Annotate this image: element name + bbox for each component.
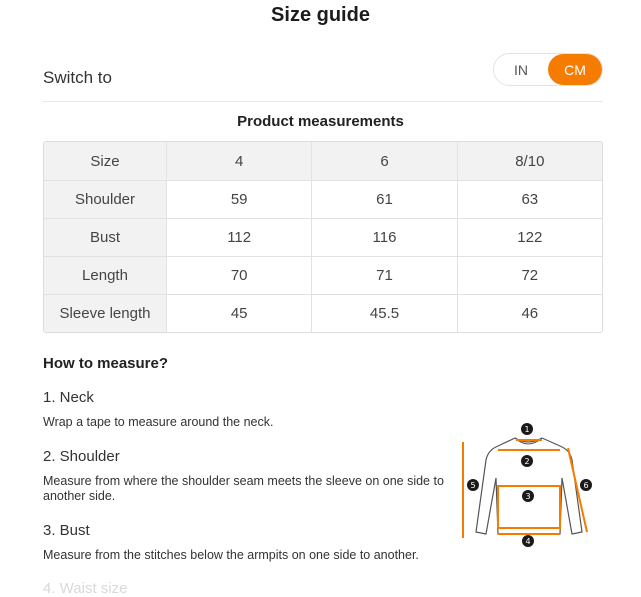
unit-option-cm[interactable]: CM <box>548 54 602 85</box>
step-desc-shoulder: Measure from where the shoulder seam meets the sleeve on one side to another side. <box>43 474 444 503</box>
table-cell: 45.5 <box>311 295 456 332</box>
table-cell: 70 <box>166 257 311 294</box>
svg-text:5: 5 <box>470 481 476 490</box>
table-cell: 122 <box>457 219 602 256</box>
step-desc-neck: Wrap a tape to measure around the neck. <box>43 415 274 429</box>
row-label: Sleeve length <box>44 295 166 332</box>
row-label: Shoulder <box>44 181 166 218</box>
table-header-row <box>44 142 602 180</box>
table-row <box>44 256 602 294</box>
divider <box>43 101 603 102</box>
table-cell: 45 <box>166 295 311 332</box>
step-title-neck: 1. Neck <box>43 389 94 406</box>
marker-6 <box>580 479 592 491</box>
row-label: Length <box>44 257 166 294</box>
marker-2 <box>521 455 533 467</box>
unit-toggle[interactable] <box>493 53 603 86</box>
marker-3 <box>522 490 534 502</box>
table-cell: 59 <box>166 181 311 218</box>
row-label: Bust <box>44 219 166 256</box>
marker-4 <box>522 535 534 547</box>
table-cell: 112 <box>166 219 311 256</box>
step-desc-bust: Measure from the stitches below the armpits on one side to another. <box>43 548 419 562</box>
table-cell: 116 <box>311 219 456 256</box>
page-title: Size guide <box>271 4 370 26</box>
header-cell: Size <box>44 142 166 180</box>
svg-text:3: 3 <box>525 492 531 501</box>
step-title-shoulder: 2. Shoulder <box>43 448 120 465</box>
step-title-waist: 4. Waist size <box>43 580 128 597</box>
table-row <box>44 180 602 218</box>
table-cell: 61 <box>311 181 456 218</box>
header-cell: 8/10 <box>457 142 602 180</box>
table-row <box>44 294 602 332</box>
table-cell: 63 <box>457 181 602 218</box>
table-cell: 46 <box>457 295 602 332</box>
size-table <box>43 141 603 333</box>
svg-text:2: 2 <box>524 457 530 466</box>
svg-text:4: 4 <box>525 537 531 546</box>
svg-text:1: 1 <box>524 425 530 434</box>
marker-5 <box>467 479 479 491</box>
table-title: Product measurements <box>237 113 404 130</box>
sweater-diagram <box>460 420 598 550</box>
how-to-measure-title: How to measure? <box>43 355 169 372</box>
marker-1 <box>521 423 533 435</box>
unit-option-in[interactable]: IN <box>514 61 528 78</box>
table-row <box>44 218 602 256</box>
header-cell: 6 <box>311 142 456 180</box>
svg-text:6: 6 <box>583 481 589 490</box>
step-title-bust: 3. Bust <box>43 522 90 539</box>
switch-label: Switch to <box>43 68 112 87</box>
table-cell: 72 <box>457 257 602 294</box>
table-cell: 71 <box>311 257 456 294</box>
header-cell: 4 <box>166 142 311 180</box>
